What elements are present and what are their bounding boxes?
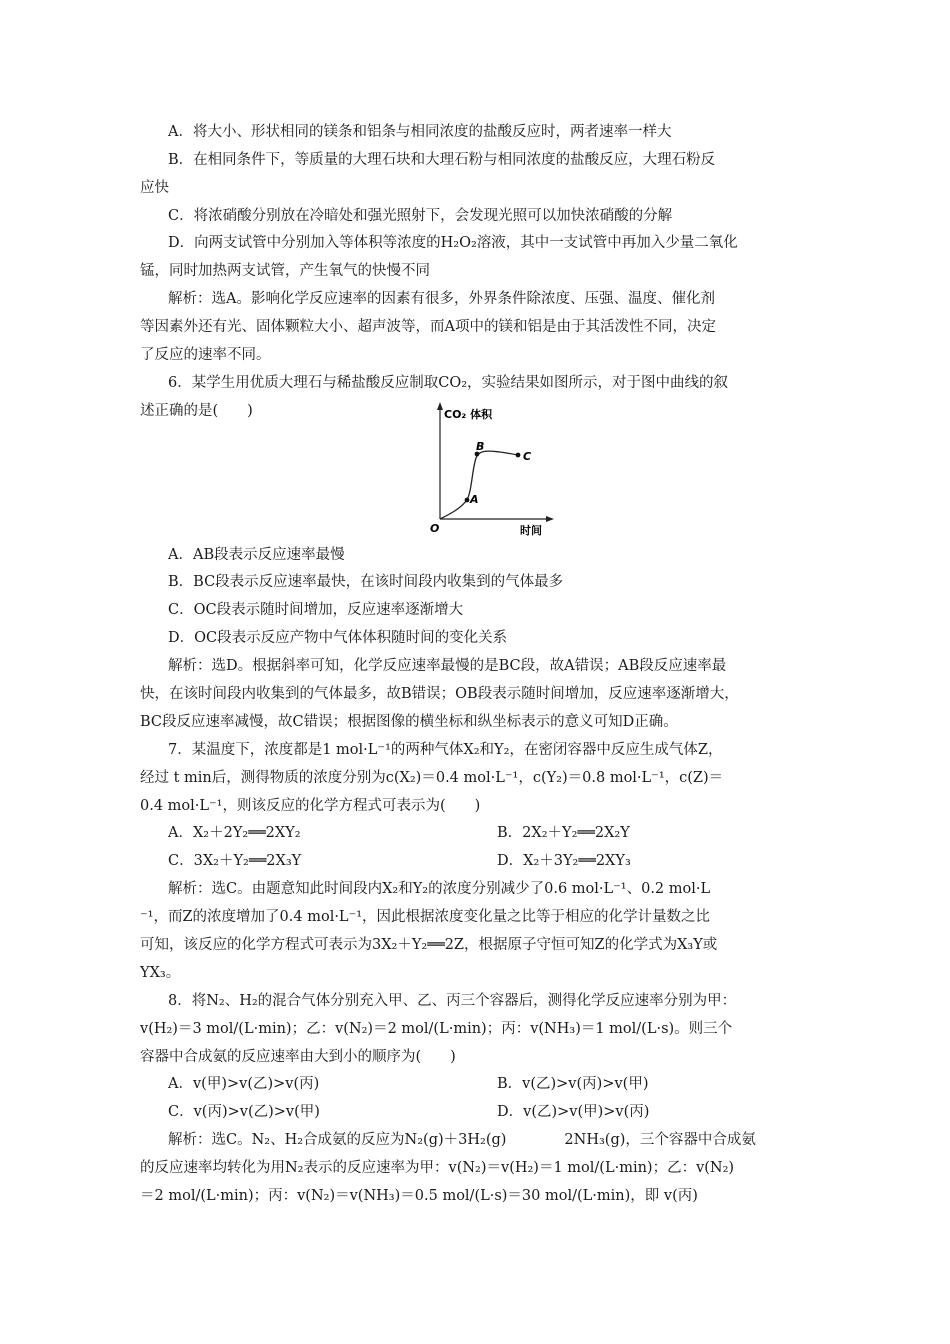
option-7d: D．X₂＋3Y₂══2XY₃ xyxy=(497,853,631,869)
analysis-7-line-1: 解析：选C。由题意知此时间段内X₂和Y₂的浓度分别减少了0.6 mol·L⁻¹、0.2 mol·L xyxy=(168,881,711,897)
analysis-5-line-3: 了反应的速率不同。 xyxy=(140,347,271,363)
point-c-label: C xyxy=(523,450,532,463)
analysis-6-line-2: 快，在该时间段内收集到的气体最多，故B错误；OB段表示随时间增加，反应速率逐渐增大， xyxy=(140,686,739,702)
analysis-6-line-1: 解析：选D。根据斜率可知，化学反应速率最慢的是BC段，故A错误；AB段反应速率最 xyxy=(168,658,727,674)
option-7c: C．3X₂＋Y₂══2X₃Y xyxy=(168,853,302,869)
y-axis-label: CO₂ 体积 xyxy=(444,408,493,421)
option-6d: D．OC段表示反应产物中气体体积随时间的变化关系 xyxy=(168,630,508,646)
option-6c: C．OC段表示随时间增加，反应速率逐渐增大 xyxy=(168,602,464,618)
option-5d: D．向两支试管中分别加入等体积等浓度的H₂O₂溶液，其中一支试管中再加入少量二氧化 xyxy=(168,235,738,251)
option-7b: B．2X₂＋Y₂══2X₂Y xyxy=(497,825,630,841)
option-6a: A．AB段表示反应速率最慢 xyxy=(168,547,345,563)
analysis-6-line-3: BC段反应速率减慢，故C错误；根据图像的横坐标和纵坐标表示的意义可知D正确。 xyxy=(140,714,678,730)
y-axis-arrow xyxy=(437,402,443,410)
point-a-label: A xyxy=(470,493,479,506)
analysis-7-line-2: ⁻¹，而Z的浓度增加了0.4 mol·L⁻¹，因此根据浓度变化量之比等于相应的化学计量数之比 xyxy=(140,909,711,925)
option-5a: A．将大小、形状相同的镁条和铝条与相同浓度的盐酸反应时，两者速率一样大 xyxy=(168,124,672,140)
question-7-stem: 7．某温度下，浓度都是1 mol·L⁻¹的两种气体X₂和Y₂，在密闭容器中反应生成气体Z， xyxy=(168,742,723,758)
analysis-8-line-1: 解析：选C。N₂、H₂合成氨的反应为N₂(g)＋3H₂(g) 2NH₃(g)，三个容器中合成氨 xyxy=(168,1132,756,1148)
question-7-stem-cont-1: 经过 t min后，测得物质的浓度分别为c(X₂)＝0.4 mol·L⁻¹，c(Y₂)＝0.8 mol·L⁻¹，c(Z)＝ xyxy=(140,770,724,786)
question-6-stem-cont: 述正确的是( ) xyxy=(140,403,253,419)
origin-label: O xyxy=(430,522,440,535)
co2-volume-time-graph xyxy=(420,396,560,540)
x-axis-label: 时间 xyxy=(520,524,542,537)
analysis-7-line-3: 可知，该反应的化学方程式可表示为3X₂＋Y₂══2Z，根据原子守恒可知Z的化学式为X₃Y或 xyxy=(140,937,718,953)
option-5c: C．将浓硝酸分别放在冷暗处和强光照射下，会发现光照可以加快浓硝酸的分解 xyxy=(168,208,673,224)
question-6-stem: 6．某学生用优质大理石与稀盐酸反应制取CO₂，实验结果如图所示，对于图中曲线的叙 xyxy=(168,375,729,391)
x-axis-arrow xyxy=(546,516,554,522)
point-a-marker xyxy=(465,498,470,503)
reaction-curve xyxy=(440,451,518,519)
option-8c: C．v(丙)>v(乙)>v(甲) xyxy=(168,1104,320,1120)
question-8-stem-cont-1: v(H₂)＝3 mol/(L·min)；乙：v(N₂)＝2 mol/(L·min)；丙：v(NH₃)＝1 mol/(L·s)。则三个 xyxy=(140,1021,733,1037)
analysis-8-line-2: 的反应速率均转化为用N₂表示的反应速率为甲：v(N₂)＝v(H₂)＝1 mol/(L·min)；乙：v(N₂) xyxy=(140,1160,735,1176)
question-8-stem-cont-2: 容器中合成氨的反应速率由大到小的顺序为( ) xyxy=(140,1049,456,1065)
analysis-8-line-3: ＝2 mol/(L·min)；丙：v(N₂)＝v(NH₃)＝0.5 mol/(L·s)＝30 mol/(L·min)，即 v(丙) xyxy=(140,1188,698,1204)
analysis-7-line-4: YX₃。 xyxy=(140,965,181,981)
option-8a: A．v(甲)>v(乙)>v(丙) xyxy=(168,1076,320,1092)
analysis-5-line-2: 等因素外还有光、固体颗粒大小、超声波等，而A项中的镁和铝是由于其活泼性不同，决定 xyxy=(140,319,716,335)
option-6b: B．BC段表示反应速率最快，在该时间段内收集到的气体最多 xyxy=(168,574,564,590)
point-b-label: B xyxy=(476,440,485,453)
analysis-5-line-1: 解析：选A。影响化学反应速率的因素有很多，外界条件除浓度、压强、温度、催化剂 xyxy=(168,291,715,307)
option-7a: A．X₂＋2Y₂══2XY₂ xyxy=(168,825,301,841)
question-7-stem-cont-2: 0.4 mol·L⁻¹，则该反应的化学方程式可表示为( ) xyxy=(140,798,481,814)
option-5b: B．在相同条件下，等质量的大理石块和大理石粉与相同浓度的盐酸反应，大理石粉反 xyxy=(168,152,716,168)
point-c-marker xyxy=(516,453,521,458)
option-5d-cont: 锰，同时加热两支试管，产生氧气的快慢不同 xyxy=(140,263,430,279)
option-8b: B．v(乙)>v(丙)>v(甲) xyxy=(497,1076,649,1092)
question-8-stem: 8．将N₂、H₂的混合气体分别充入甲、乙、丙三个容器后，测得化学反应速率分别为甲： xyxy=(168,993,737,1009)
option-5b-cont: 应快 xyxy=(140,180,169,196)
option-8d: D．v(乙)>v(甲)>v(丙) xyxy=(497,1104,650,1120)
